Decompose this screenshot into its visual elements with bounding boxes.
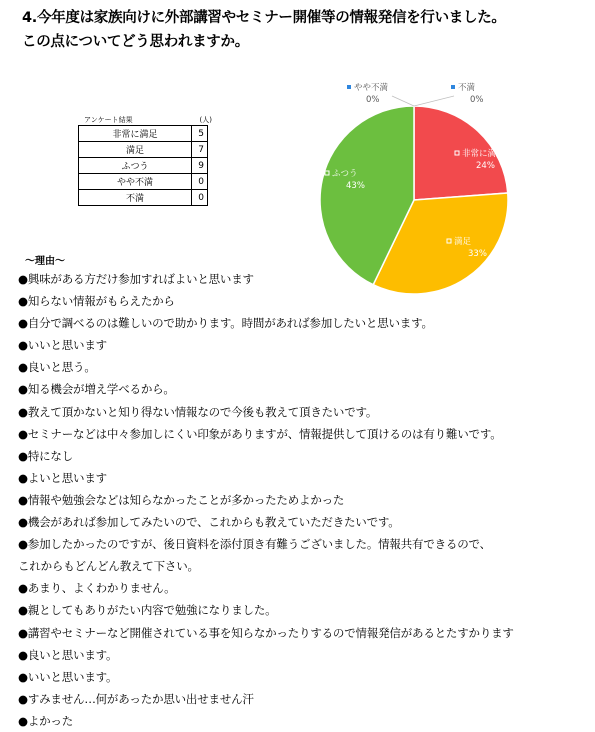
slice-label: やや不満 (354, 83, 389, 93)
question-title (22, 6, 592, 54)
list-item: ●参加したかったのですが、後日資料を添付頂き有難うございました。情報共有できるので、 (18, 537, 491, 552)
reasons-list (18, 268, 595, 732)
table-cell-label: 非常に満足 (79, 126, 192, 142)
list-item: ●自分で調べるのは難しいので助かります。時間があれば参加したいと思います。 (18, 316, 433, 331)
legend-marker (347, 85, 351, 89)
slice-percent-label: 33% (468, 249, 487, 259)
table-cell-label: 不満 (79, 190, 192, 206)
list-item: ●いいと思います。 (18, 669, 118, 684)
pie-chart (290, 70, 540, 295)
list-item-continuation: これからもどんどん教えて下さい。 (18, 559, 199, 574)
list-item: ●情報や勉強会などは知らなかったことが多かったためよかった (18, 492, 345, 507)
table-cell-count: 0 (192, 174, 208, 190)
list-item: ●知らない情報がもらえたから (18, 294, 175, 309)
table-row (79, 126, 208, 142)
legend-marker (325, 171, 329, 175)
table-cell-label: やや不満 (79, 174, 192, 190)
question-title-line2: この点についてどう思われますか。 (22, 34, 249, 50)
table-row (79, 190, 208, 206)
question-title-line1: 4.今年度は家族向けに外部講習やセミナー開催等の情報発信を行いました。 (22, 10, 506, 26)
table-cell-count: 0 (192, 190, 208, 206)
survey-result-table (78, 125, 208, 206)
slice-label: 非常に満足 (462, 149, 505, 159)
list-item: ●すみません…何があったか思い出せません汗 (18, 691, 254, 706)
list-item: ●よかった (18, 713, 74, 728)
slice-label: 不満 (458, 83, 476, 93)
leader-line (392, 96, 414, 106)
list-item: ●講習やセミナーなど開催されている事を知らなかったりするので情報発信があるとたすかります (18, 625, 514, 640)
table-cell-label: ふつう (79, 158, 192, 174)
slice-percent-label: 0% (470, 95, 484, 105)
list-item: ●特になし (18, 448, 74, 463)
list-item: ●良いと思う。 (18, 360, 96, 375)
reasons-heading: 〜理由〜 (25, 256, 65, 267)
table-cell-count: 9 (192, 158, 208, 174)
table-caption-label: アンケート結果 (84, 116, 133, 124)
list-item: ●よいと思います (18, 470, 107, 485)
leader-line (414, 96, 454, 106)
list-item: ●教えて頂かないと知り得ない情報なので今後も教えて頂きたいです。 (18, 404, 378, 419)
table-cell-label: 満足 (79, 142, 192, 158)
legend-marker (447, 239, 451, 243)
list-item: ●知る機会が増え学べるから。 (18, 382, 175, 397)
table-unit-label: (人) (199, 116, 212, 124)
slice-label: ふつう (332, 169, 358, 179)
list-item: ●良いと思います。 (18, 647, 118, 662)
list-item: ●いいと思います (18, 338, 107, 353)
table-row (79, 142, 208, 158)
slice-percent-label: 0% (366, 95, 380, 105)
list-item: ●セミナーなどは中々参加しにくい印象がありますが、情報提供して頂けるのは有り難いです。 (18, 426, 502, 441)
list-item: ●親としてもありがたい内容で勉強になりました。 (18, 603, 277, 618)
legend-marker (451, 85, 455, 89)
list-item: ●興味がある方だけ参加すればよいと思います (18, 272, 254, 286)
list-item: ●あまり、よくわかりません。 (18, 581, 176, 596)
slice-label: 満足 (454, 237, 472, 247)
slice-percent-label: 24% (476, 161, 495, 171)
table-cell-count: 5 (192, 126, 208, 142)
table-row (79, 158, 208, 174)
table-cell-count: 7 (192, 142, 208, 158)
table-row (79, 174, 208, 190)
legend-marker (455, 151, 459, 155)
list-item: ●機会があれば参加してみたいので、これからも教えていただきたいです。 (18, 515, 400, 530)
table-caption (84, 115, 212, 125)
slice-percent-label: 43% (346, 181, 365, 191)
